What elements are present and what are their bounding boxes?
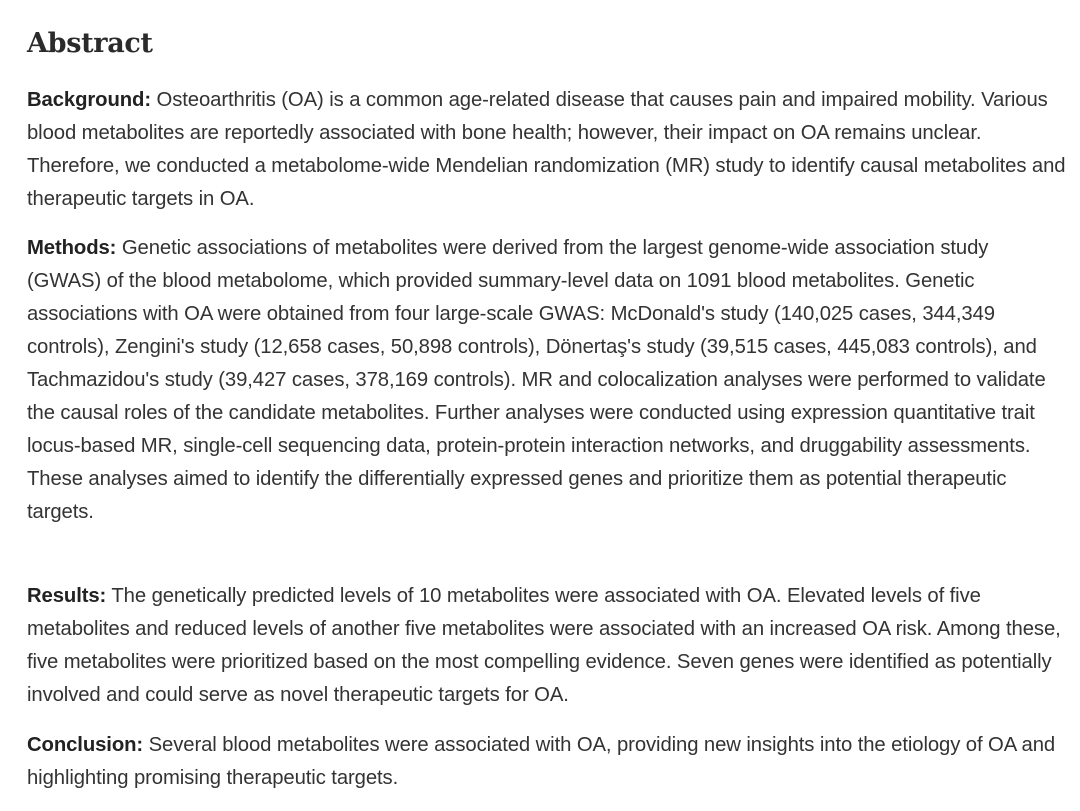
methods-label: Methods: (27, 237, 117, 259)
background-paragraph (27, 84, 1067, 216)
conclusion-text: Several blood metabolites were associated with OA, providing new insights into the etiology of OA and highlighting promising therapeutic targets. (27, 734, 1056, 789)
results-label: Results: (27, 585, 107, 607)
methods-text: Genetic associations of metabolites were derived from the largest genome-wide association study (GWAS) of the blood metabolome, which provided summary-level data on 1091 blood metabolites. Genetic associations with OA were obtained from four large-scale GWAS: McDonald's study (140,025 cases, 344,349 controls), Zengini's study (12,658 cases, 50,898 controls), Dönertaş's study (39,515 cases, 445,083 controls), and Tachmazidou's study (39,427 cases, 378,169 controls). MR and colocalization analyses were performed to validate the causal roles of the candidate metabolites. Further analyses were conducted using expression quantitative trait locus-based MR, single-cell sequencing data, protein-protein interaction networks, and druggability assessments. These analyses aimed to identify the differentially expressed genes and prioritize them as potential therapeutic targets. (27, 237, 1046, 523)
results-text: The genetically predicted levels of 10 metabolites were associated with OA. Elevated levels of five metabolites and reduced levels of another five metabolites were associated with an increased OA risk. Among these, five metabolites were prioritized based on the most compelling evidence. Seven genes were identified as potentially involved and could serve as novel therapeutic targets for OA. (27, 585, 1061, 706)
background-text: Osteoarthritis (OA) is a common age-related disease that causes pain and impaired mobility. Various blood metabolites are reportedly associated with bone health; however, their impact on OA remains unclear. Therefore, we conducted a metabolome-wide Mendelian randomization (MR) study to identify causal metabolites and therapeutic targets in OA. (27, 89, 1066, 210)
results-paragraph (27, 580, 1067, 712)
methods-paragraph (27, 232, 1067, 529)
conclusion-paragraph (27, 729, 1067, 795)
abstract-heading: Abstract (27, 28, 153, 59)
background-label: Background: (27, 89, 151, 111)
conclusion-label: Conclusion: (27, 734, 144, 756)
